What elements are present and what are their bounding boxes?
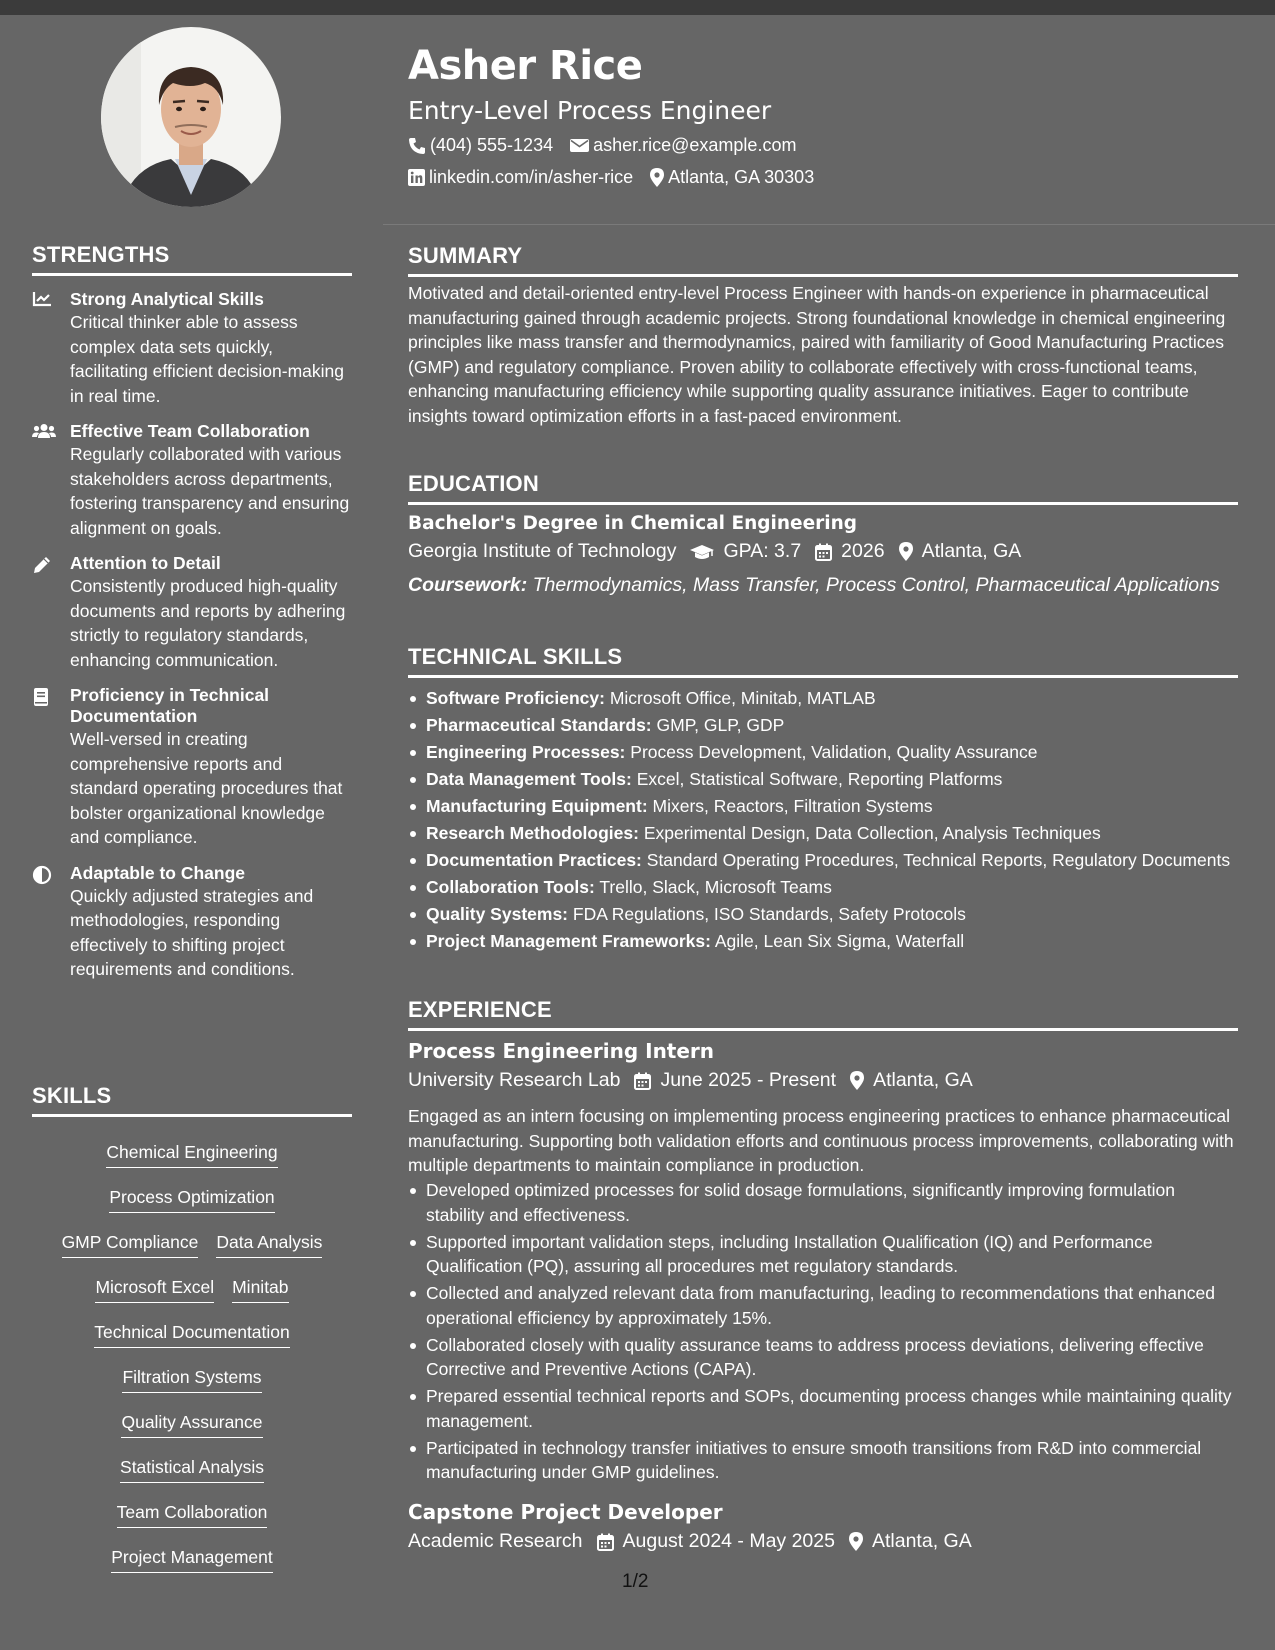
strength-item [32, 289, 352, 408]
page-number: 1/2 [622, 1571, 649, 1592]
summary-heading: SUMMARY [408, 243, 1238, 277]
strength-item [32, 863, 352, 982]
map-pin-icon [850, 1071, 864, 1090]
job-location: Atlanta, GA [850, 1069, 973, 1092]
skill-row [32, 1456, 352, 1501]
skill-chip: Data Analysis [216, 1231, 322, 1258]
list-item: Collaborated closely with quality assurance teams to address process deviations, delivering effective Corrective and Preventive Actions (CAPA). [408, 1333, 1238, 1382]
skill-row [32, 1141, 352, 1186]
job-location: Atlanta, GA [849, 1530, 972, 1553]
candidate-role: Entry-Level Process Engineer [408, 96, 772, 125]
skill-chip: Microsoft Excel [95, 1276, 214, 1303]
strength-title: Strong Analytical Skills [70, 289, 264, 309]
avatar [101, 27, 281, 207]
location-contact [650, 167, 814, 188]
degree-title: Bachelor's Degree in Chemical Engineering [408, 513, 857, 534]
job-description: Engaged as an intern focusing on implementing process engineering practices to enhance pharmaceutical manufacturing. Supporting both validation efforts and continuous process improvements, collaborating with multiple departments to maintain compliance in production. [408, 1106, 1234, 1175]
skill-chip: Team Collaboration [117, 1501, 268, 1528]
skill-row [32, 1366, 352, 1411]
list-item: Manufacturing Equipment: Mixers, Reactors, Filtration Systems [408, 794, 1238, 818]
strength-desc: Critical thinker able to assess complex data sets quickly, facilitating efficient decision-making in real time. [70, 312, 344, 406]
skill-chip: Technical Documentation [94, 1321, 290, 1348]
skill-chip: GMP Compliance [62, 1231, 199, 1258]
skill-chip: Project Management [111, 1546, 272, 1573]
strength-desc: Well-versed in creating comprehensive reports and standard operating procedures that bolster organizational knowledge and compliance. [70, 729, 343, 847]
envelope-icon [570, 138, 589, 153]
calendar-icon [815, 543, 832, 561]
map-pin-icon [650, 168, 664, 187]
job-meta [408, 1069, 987, 1092]
email-text[interactable]: asher.rice@example.com [593, 135, 797, 155]
strength-item [32, 685, 352, 850]
contact-line [408, 167, 831, 188]
skill-row [32, 1186, 352, 1231]
skill-row [32, 1276, 352, 1321]
strength-item [32, 421, 352, 540]
linkedin-contact[interactable] [408, 167, 633, 188]
coursework-label: Coursework: [408, 574, 528, 596]
skill-row [32, 1321, 352, 1366]
job-bullets [408, 1178, 1238, 1487]
skill-row [32, 1411, 352, 1456]
skill-row [32, 1501, 352, 1546]
strength-item [32, 553, 352, 672]
pencil-icon [32, 553, 70, 672]
skill-chip: Process Optimization [109, 1186, 274, 1213]
job-title: Capstone Project Developer [408, 1500, 723, 1524]
list-item: Collaboration Tools: Trello, Slack, Microsoft Teams [408, 875, 1238, 899]
list-item: Supported important validation steps, including Installation Qualification (IQ) and Performance Qualification (PQ), assuring all procedures met regulatory standards. [408, 1230, 1238, 1279]
skill-row [32, 1231, 352, 1276]
skill-chip: Quality Assurance [121, 1411, 262, 1438]
education-heading: EDUCATION [408, 471, 1238, 505]
experience-heading: EXPERIENCE [408, 997, 1238, 1031]
map-pin-icon [899, 542, 913, 561]
education-meta [408, 540, 1035, 563]
book-icon [32, 685, 70, 850]
list-item: Documentation Practices: Standard Operating Procedures, Technical Reports, Regulatory Documents [408, 848, 1238, 872]
skill-chip: Filtration Systems [122, 1366, 261, 1393]
gpa: GPA: 3.7 [690, 540, 801, 563]
strengths-heading: STRENGTHS [32, 242, 352, 276]
calendar-icon [597, 1533, 614, 1551]
summary-text: Motivated and detail-oriented entry-level Process Engineer with hands-on experience in pharmaceutical manufacturing gained through academic projects. Strong foundational knowledge in chemical engineering principles like mass transfer and thermodynamics, paired with familiarity of Good Manufacturing Practices (GMP) and regulatory compliance. Proven ability to collaborate effectively with cross-functional teams, enhancing manufacturing efficiency while supporting quality assurance initiatives. Eager to contribute insights toward optimization efforts in a fast-paced environment. [408, 283, 1226, 426]
technical-skills-heading: TECHNICAL SKILLS [408, 644, 1238, 678]
phone-icon [408, 137, 426, 155]
job-org: University Research Lab [408, 1069, 621, 1091]
top-bar [0, 0, 1275, 15]
list-item: Quality Systems: FDA Regulations, ISO Standards, Safety Protocols [408, 902, 1238, 926]
linkedin-text[interactable]: linkedin.com/in/asher-rice [429, 167, 634, 187]
coursework [408, 573, 1238, 598]
strength-title: Attention to Detail [70, 553, 221, 573]
strength-desc: Regularly collaborated with various stakeholders across departments, fostering transparency and ensuring alignment on goals. [70, 444, 350, 538]
candidate-name: Asher Rice [408, 43, 643, 89]
strength-title: Proficiency in Technical Documentation [70, 685, 270, 726]
email-contact[interactable] [570, 135, 796, 156]
job-dates: August 2024 - May 2025 [597, 1530, 835, 1553]
job-meta [408, 1530, 986, 1553]
list-item: Pharmaceutical Standards: GMP, GLP, GDP [408, 713, 1238, 737]
map-pin-icon [849, 1532, 863, 1551]
strength-title: Adaptable to Change [70, 862, 246, 883]
list-item: Engineering Processes: Process Development, Validation, Quality Assurance [408, 740, 1238, 764]
users-icon [32, 421, 70, 540]
list-item: Developed optimized processes for solid dosage formulations, significantly improving formulation stability and effectiveness. [408, 1178, 1238, 1227]
list-item: Collected and analyzed relevant data from manufacturing, leading to recommendations that enhanced operational efficiency by approximately 15%. [408, 1281, 1238, 1330]
skill-chip: Chemical Engineering [106, 1141, 277, 1168]
chart-line-icon [32, 289, 70, 408]
coursework-list: Thermodynamics, Mass Transfer, Process Control, Pharmaceutical Applications [532, 574, 1220, 596]
list-item: Project Management Frameworks: Agile, Lean Six Sigma, Waterfall [408, 929, 1238, 953]
location-text: Atlanta, GA 30303 [668, 167, 815, 187]
list-item: Participated in technology transfer initiatives to ensure smooth transitions from R&D into commercial manufacturing under GMP guidelines. [408, 1436, 1238, 1485]
phone-contact [408, 135, 553, 156]
job-org: Academic Research [408, 1530, 583, 1552]
technical-skills-list [408, 686, 1238, 956]
strength-desc: Consistently produced high-quality documents and reports by adhering strictly to regulatory standards, enhancing communication. [70, 576, 346, 670]
adjust-icon [32, 863, 70, 982]
skill-chip: Minitab [232, 1276, 288, 1303]
strength-title: Effective Team Collaboration [70, 421, 310, 441]
job-title: Process Engineering Intern [408, 1039, 715, 1063]
phone-text: (404) 555-1234 [430, 135, 554, 155]
strength-desc: Quickly adjusted strategies and methodologies, responding effectively to shifting project requirements and conditions. [70, 885, 314, 979]
school-name: Georgia Institute of Technology [408, 540, 677, 562]
list-item: Research Methodologies: Experimental Design, Data Collection, Analysis Techniques [408, 821, 1238, 845]
list-item: Data Management Tools: Excel, Statistical Software, Reporting Platforms [408, 767, 1238, 791]
skills-heading: SKILLS [32, 1083, 352, 1117]
strengths-list [32, 289, 352, 995]
list-item: Software Proficiency: Microsoft Office, Minitab, MATLAB [408, 686, 1238, 710]
contact-line [408, 135, 813, 156]
skills-list [32, 1141, 352, 1591]
graduation-cap-icon [690, 544, 714, 560]
graduation-year: 2026 [815, 540, 884, 563]
calendar-icon [634, 1072, 651, 1090]
header-divider [383, 224, 1275, 225]
list-item: Prepared essential technical reports and SOPs, documenting process changes while maintaining quality management. [408, 1384, 1238, 1433]
skill-row [32, 1546, 352, 1591]
education-location: Atlanta, GA [899, 540, 1022, 563]
job-dates: June 2025 - Present [634, 1069, 836, 1092]
skill-chip: Statistical Analysis [120, 1456, 264, 1483]
linkedin-icon [408, 169, 425, 186]
